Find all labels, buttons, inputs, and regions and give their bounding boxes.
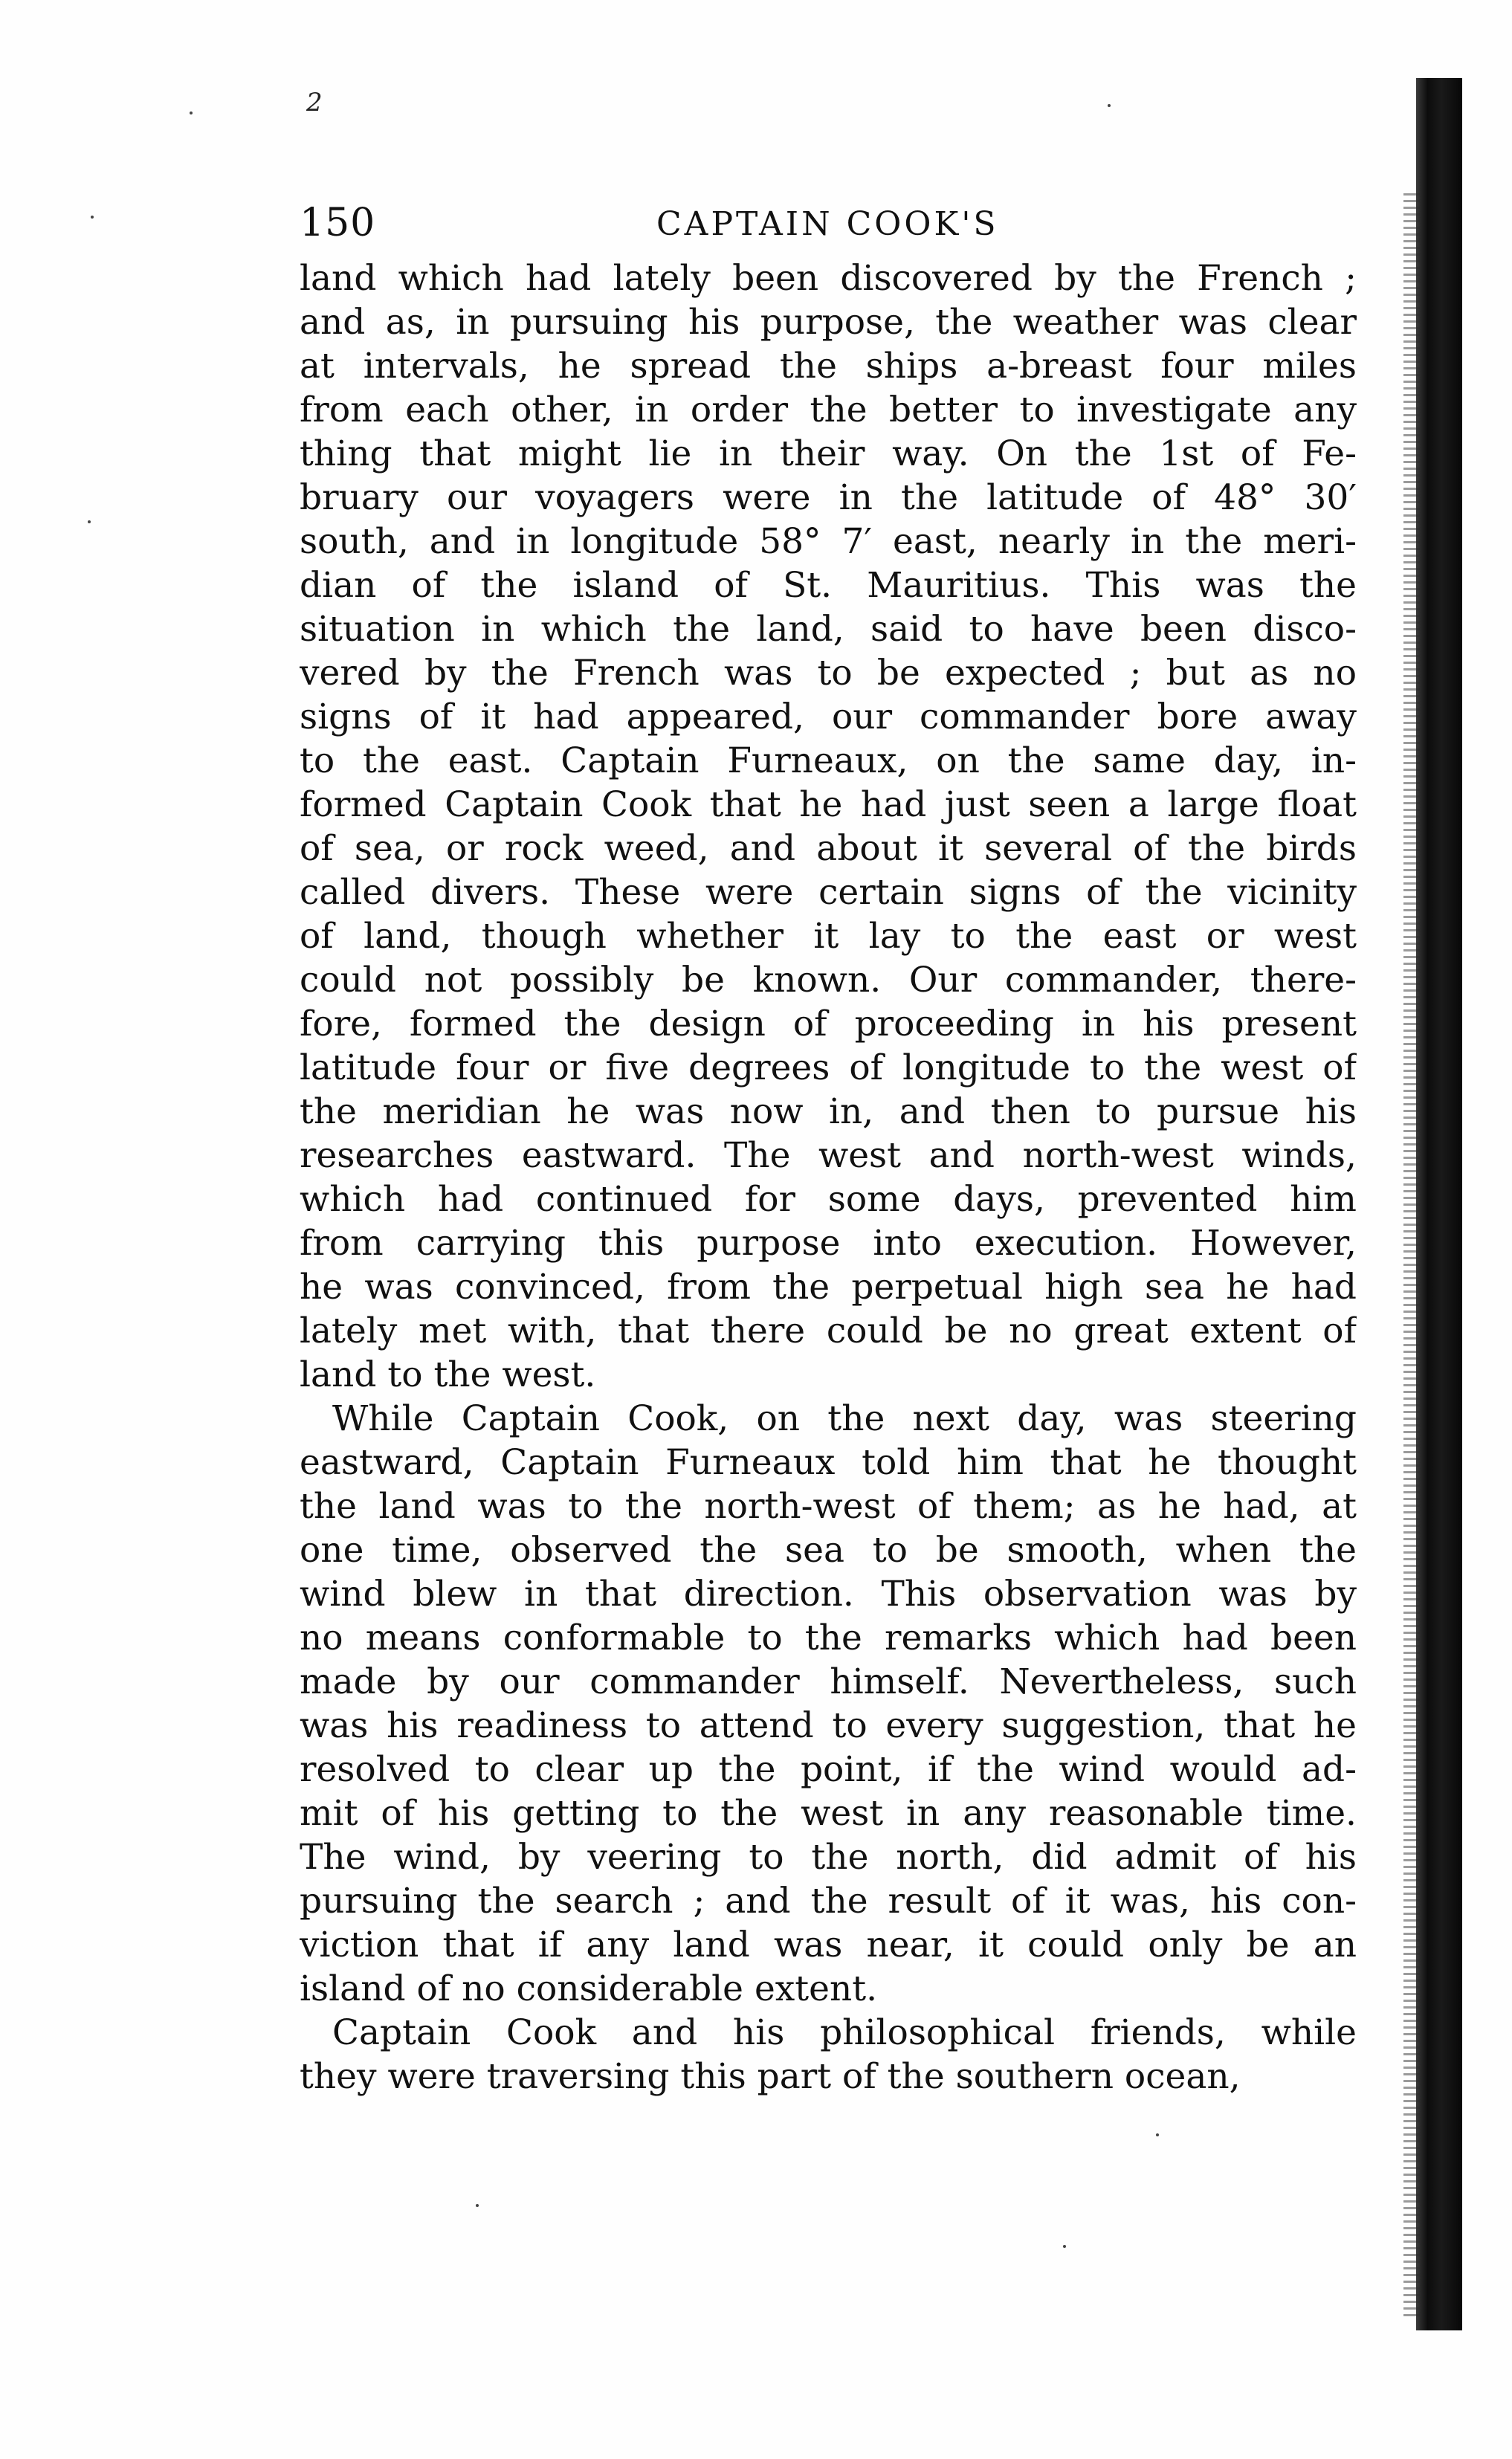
text-line: called divers. These were certain signs of the vicinity xyxy=(300,872,1357,913)
text-line: he was convinced, from the perpetual high sea he had xyxy=(300,1267,1357,1308)
text-line: land which had lately been discovered by the French ; xyxy=(300,258,1357,299)
text-line: no means conformable to the remarks which had been xyxy=(300,1618,1357,1658)
scan-speck xyxy=(1156,2133,1159,2136)
text-line: thing that might lie in their way. On the 1st of Fe- xyxy=(300,433,1357,474)
text-line: one time, observed the sea to be smooth, when the xyxy=(300,1530,1357,1571)
text-line: situation in which the land, said to have been disco- xyxy=(300,609,1357,650)
running-head: CAPTAIN COOK'S xyxy=(656,205,999,243)
text-line: While Captain Cook, on the next day, was steering xyxy=(332,1398,1357,1439)
text-line: of land, though whether it lay to the east or west xyxy=(300,916,1357,957)
scan-speck xyxy=(476,2204,479,2207)
book-spine-shadow xyxy=(1416,78,1462,2330)
text-line: could not possibly be known. Our commander, there- xyxy=(300,960,1357,1001)
text-line: which had continued for some days, prevented him xyxy=(300,1179,1357,1220)
text-line: from each other, in order the better to investigate any xyxy=(300,390,1357,430)
paragraph xyxy=(300,2011,1357,2098)
scan-speck xyxy=(1063,2245,1066,2248)
text-line: viction that if any land was near, it could only be an xyxy=(300,1925,1357,1965)
text-line: and as, in pursuing his purpose, the weather was clear xyxy=(300,302,1357,343)
text-line: researches eastward. The west and north-west winds, xyxy=(300,1135,1357,1176)
text-line: formed Captain Cook that he had just seen a large float xyxy=(300,784,1357,825)
text-line: latitude four or five degrees of longitude to the west of xyxy=(300,1047,1357,1088)
text-line: island of no considerable extent. xyxy=(300,1968,878,2009)
scan-speck xyxy=(1108,104,1111,107)
text-line: from carrying this purpose into execution. However, xyxy=(300,1223,1357,1264)
page-header xyxy=(300,201,1355,253)
text-line: eastward, Captain Furneaux told him that he thought xyxy=(300,1442,1357,1483)
text-line: dian of the island of St. Mauritius. This was the xyxy=(300,565,1357,606)
page-number: 150 xyxy=(300,201,376,245)
scan-speck xyxy=(91,216,94,219)
text-line: bruary our voyagers were in the latitude of 48° 30′ xyxy=(300,477,1357,518)
text-line: to the east. Captain Furneaux, on the same day, in- xyxy=(300,740,1357,781)
scan-speck xyxy=(88,520,91,523)
text-line: wind blew in that direction. This observation was by xyxy=(300,1574,1357,1615)
text-line: resolved to clear up the point, if the wind would ad- xyxy=(300,1749,1357,1790)
text-line: they were traversing this part of the southern ocean, xyxy=(300,2056,1241,2097)
text-line: was his readiness to attend to every suggestion, that he xyxy=(300,1705,1357,1746)
scan-speck xyxy=(190,112,193,114)
text-line: lately met with, that there could be no great extent of xyxy=(300,1311,1357,1351)
text-line: of sea, or rock weed, and about it several of the birds xyxy=(300,828,1357,869)
page-edge-texture xyxy=(1403,193,1420,2319)
text-line: land to the west. xyxy=(300,1354,596,1395)
folio-mark: 2 xyxy=(306,88,323,117)
text-line: mit of his getting to the west in any reasonable time. xyxy=(300,1793,1357,1834)
text-line: the meridian he was now in, and then to pursue his xyxy=(300,1091,1357,1132)
text-line: made by our commander himself. Nevertheless, such xyxy=(300,1661,1357,1702)
text-line: south, and in longitude 58° 7′ east, nearly in the meri- xyxy=(300,521,1357,562)
text-line: Captain Cook and his philosophical friends, while xyxy=(332,2012,1357,2053)
paragraph xyxy=(300,1397,1357,2011)
text-line: The wind, by veering to the north, did admit of his xyxy=(300,1837,1357,1878)
text-line: fore, formed the design of proceeding in his present xyxy=(300,1004,1357,1044)
body-text xyxy=(300,256,1357,2098)
text-line: signs of it had appeared, our commander bore away xyxy=(300,697,1357,737)
text-line: pursuing the search ; and the result of it was, his con- xyxy=(300,1881,1357,1922)
text-line: the land was to the north-west of them; as he had, at xyxy=(300,1486,1357,1527)
text-line: vered by the French was to be expected ; but as no xyxy=(300,653,1357,694)
text-line: at intervals, he spread the ships a-breast four miles xyxy=(300,346,1357,387)
paragraph xyxy=(300,256,1357,1397)
